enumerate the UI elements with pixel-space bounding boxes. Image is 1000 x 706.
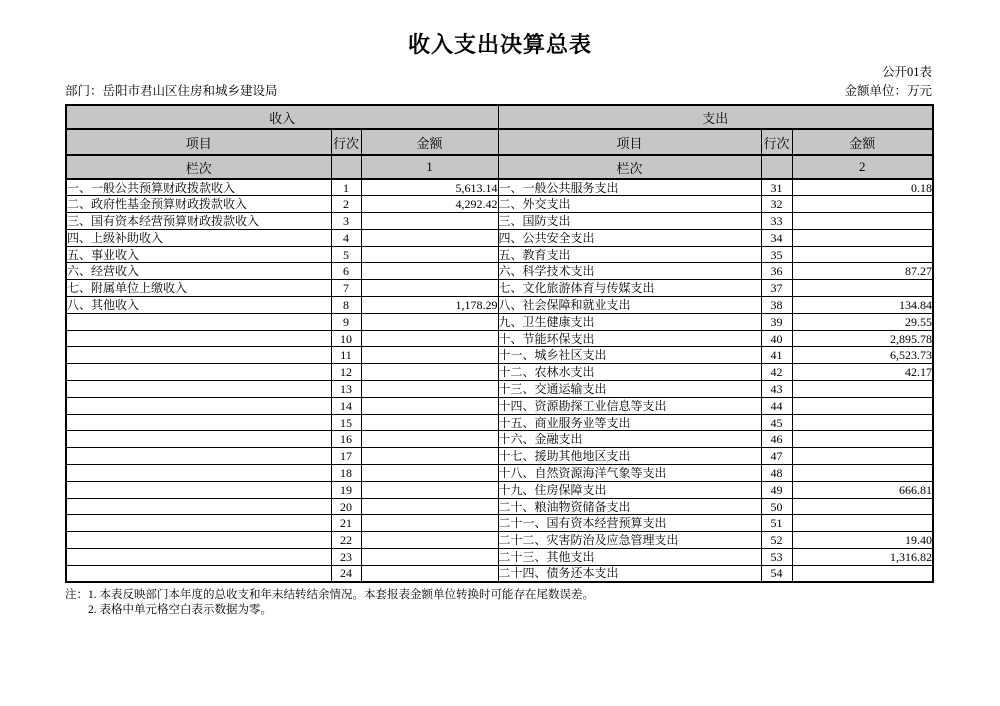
expense-amount-cell: 1,316.82 <box>792 549 933 566</box>
income-line-cell: 12 <box>331 364 361 381</box>
table-row <box>66 313 933 330</box>
income-item-cell <box>66 481 331 498</box>
expense-line-cell: 34 <box>761 229 792 246</box>
expense-line-cell: 44 <box>761 397 792 414</box>
expense-line-cell: 50 <box>761 498 792 515</box>
income-item-cell <box>66 565 331 582</box>
expense-item-cell: 二十二、灾害防治及应急管理支出 <box>498 532 761 549</box>
expense-line-cell: 40 <box>761 330 792 347</box>
expense-item-cell: 六、科学技术支出 <box>498 263 761 280</box>
table-row <box>66 213 933 230</box>
income-amount-cell <box>361 498 498 515</box>
income-line-cell: 18 <box>331 465 361 482</box>
table-code-row <box>65 65 932 80</box>
expense-item-cell: 一、一般公共服务支出 <box>498 179 761 196</box>
expense-amount-cell: 29.55 <box>792 313 933 330</box>
table-row <box>66 431 933 448</box>
income-line-cell: 17 <box>331 448 361 465</box>
expense-amount-cell <box>792 465 933 482</box>
expense-amount-cell <box>792 381 933 398</box>
table-row <box>66 498 933 515</box>
income-amount-cell <box>361 549 498 566</box>
income-line-cell: 9 <box>331 313 361 330</box>
income-amount-cell <box>361 414 498 431</box>
table-row <box>66 229 933 246</box>
expense-line-cell: 32 <box>761 196 792 213</box>
income-line-cell: 8 <box>331 297 361 314</box>
table-row <box>66 465 933 482</box>
income-line-cell: 5 <box>331 246 361 263</box>
expense-amount-cell: 87.27 <box>792 263 933 280</box>
expense-amount-cell <box>792 565 933 582</box>
income-amount-cell <box>361 397 498 414</box>
table-row <box>66 565 933 582</box>
table-row <box>66 196 933 213</box>
income-item-cell: 一、一般公共预算财政拨款收入 <box>66 179 331 196</box>
income-item-cell: 三、国有资本经营预算财政拨款收入 <box>66 213 331 230</box>
expense-item-cell: 七、文化旅游体育与传媒支出 <box>498 280 761 297</box>
expense-amount-cell <box>792 213 933 230</box>
table-row <box>66 179 933 196</box>
income-amount-cell <box>361 229 498 246</box>
expense-item-cell: 二、外交支出 <box>498 196 761 213</box>
column-index-row <box>66 155 933 179</box>
income-item-cell <box>66 381 331 398</box>
expense-item-cell: 十六、金融支出 <box>498 431 761 448</box>
income-item-cell: 八、其他收入 <box>66 297 331 314</box>
expense-item-cell: 四、公共安全支出 <box>498 229 761 246</box>
expense-line-cell: 46 <box>761 431 792 448</box>
expense-column-index: 2 <box>792 155 933 179</box>
expense-line-cell: 36 <box>761 263 792 280</box>
income-line-cell: 15 <box>331 414 361 431</box>
note-line-2: 2. 表格中单元格空白表示数据为零。 <box>88 604 272 617</box>
income-item-cell <box>66 465 331 482</box>
expense-item-cell: 二十一、国有资本经营预算支出 <box>498 515 761 532</box>
income-item-cell <box>66 448 331 465</box>
income-line-cell: 4 <box>331 229 361 246</box>
table-head <box>66 105 933 179</box>
income-item-cell <box>66 347 331 364</box>
expense-line-cell: 35 <box>761 246 792 263</box>
expense-item-cell: 五、教育支出 <box>498 246 761 263</box>
expense-line-cell: 51 <box>761 515 792 532</box>
income-amount-cell <box>361 280 498 297</box>
income-amount-cell <box>361 565 498 582</box>
unit-label: 金额单位：万元 <box>844 84 932 98</box>
income-line-cell: 21 <box>331 515 361 532</box>
table-row <box>66 397 933 414</box>
income-item-cell: 六、经营收入 <box>66 263 331 280</box>
income-item-cell: 二、政府性基金预算财政拨款收入 <box>66 196 331 213</box>
table-row <box>66 347 933 364</box>
expense-line-cell: 54 <box>761 565 792 582</box>
table-row <box>66 381 933 398</box>
income-line-cell: 11 <box>331 347 361 364</box>
income-item-header: 项目 <box>66 129 331 155</box>
expense-line-cell: 45 <box>761 414 792 431</box>
income-line-cell: 3 <box>331 213 361 230</box>
expense-amount-cell <box>792 448 933 465</box>
meta-row <box>65 84 932 99</box>
table-row <box>66 481 933 498</box>
expense-line-cell: 41 <box>761 347 792 364</box>
expense-amount-cell <box>792 246 933 263</box>
expense-line-cell: 53 <box>761 549 792 566</box>
expense-amount-cell: 42.17 <box>792 364 933 381</box>
page-title: 收入支出决算总表 <box>407 32 592 57</box>
table-row <box>66 532 933 549</box>
income-line-cell: 23 <box>331 549 361 566</box>
expense-item-cell: 十、节能环保支出 <box>498 330 761 347</box>
expense-amount-cell <box>792 196 933 213</box>
table-row <box>66 448 933 465</box>
expense-line-cell: 52 <box>761 532 792 549</box>
expense-item-cell: 十二、农林水支出 <box>498 364 761 381</box>
expense-amount-cell: 2,895.78 <box>792 330 933 347</box>
expense-item-cell: 九、卫生健康支出 <box>498 313 761 330</box>
income-amount-cell <box>361 465 498 482</box>
income-amount-cell <box>361 381 498 398</box>
income-column-index: 1 <box>361 155 498 179</box>
expense-line-cell: 31 <box>761 179 792 196</box>
income-amount-cell <box>361 313 498 330</box>
income-amount-cell <box>361 213 498 230</box>
table-row <box>66 515 933 532</box>
table-row <box>66 246 933 263</box>
income-item-cell <box>66 364 331 381</box>
income-item-cell <box>66 330 331 347</box>
expense-line-cell: 47 <box>761 448 792 465</box>
income-line-cell: 14 <box>331 397 361 414</box>
income-item-cell <box>66 313 331 330</box>
expense-item-cell: 二十三、其他支出 <box>498 549 761 566</box>
income-item-cell: 四、上级补助收入 <box>66 229 331 246</box>
income-item-cell <box>66 397 331 414</box>
expense-amount-cell <box>792 229 933 246</box>
income-index-label: 栏次 <box>66 155 331 179</box>
expense-item-cell: 二十、粮油物资储备支出 <box>498 498 761 515</box>
income-item-cell <box>66 498 331 515</box>
expense-amount-cell: 6,523.73 <box>792 347 933 364</box>
income-line-cell: 13 <box>331 381 361 398</box>
expense-line-cell: 43 <box>761 381 792 398</box>
income-amount-cell: 4,292.42 <box>361 196 498 213</box>
department-label: 部门：岳阳市君山区住房和城乡建设局 <box>65 84 278 98</box>
income-amount-header: 金额 <box>361 129 498 155</box>
income-item-cell <box>66 414 331 431</box>
income-amount-cell <box>361 481 498 498</box>
expense-amount-cell <box>792 397 933 414</box>
expense-line-cell: 37 <box>761 280 792 297</box>
income-amount-cell: 1,178.29 <box>361 297 498 314</box>
expense-line-cell: 49 <box>761 481 792 498</box>
income-amount-cell <box>361 431 498 448</box>
income-item-cell: 七、附属单位上缴收入 <box>66 280 331 297</box>
expense-amount-cell: 666.81 <box>792 481 933 498</box>
income-line-cell: 16 <box>331 431 361 448</box>
expense-line-cell: 33 <box>761 213 792 230</box>
expense-item-cell: 十八、自然资源海洋气象等支出 <box>498 465 761 482</box>
income-line-cell: 7 <box>331 280 361 297</box>
table-row <box>66 330 933 347</box>
income-line-cell: 20 <box>331 498 361 515</box>
expense-index-label: 栏次 <box>498 155 761 179</box>
expense-line-header: 行次 <box>761 129 792 155</box>
income-line-cell: 6 <box>331 263 361 280</box>
income-index-blank-cell <box>331 155 361 179</box>
expense-amount-cell <box>792 498 933 515</box>
income-amount-cell <box>361 364 498 381</box>
income-section-header: 收入 <box>66 105 498 129</box>
note-line-1: 注：1. 本表反映部门本年度的总收支和年末结转结余情况。本套报表金额单位转换时可能存在尾数误差。 <box>65 589 594 602</box>
expense-line-cell: 42 <box>761 364 792 381</box>
expense-item-cell: 十一、城乡社区支出 <box>498 347 761 364</box>
expense-line-cell: 39 <box>761 313 792 330</box>
income-item-cell <box>66 431 331 448</box>
expense-amount-cell: 0.18 <box>792 179 933 196</box>
table-row <box>66 549 933 566</box>
expense-item-cell: 二十四、债务还本支出 <box>498 565 761 582</box>
expense-line-cell: 38 <box>761 297 792 314</box>
income-line-cell: 24 <box>331 565 361 582</box>
income-line-cell: 10 <box>331 330 361 347</box>
section-header-row <box>66 105 933 129</box>
table-row <box>66 414 933 431</box>
income-amount-cell <box>361 448 498 465</box>
expense-amount-header: 金额 <box>792 129 933 155</box>
income-item-cell <box>66 532 331 549</box>
summary-table <box>65 104 934 583</box>
column-header-row <box>66 129 933 155</box>
expense-amount-cell <box>792 414 933 431</box>
income-amount-cell <box>361 515 498 532</box>
table-row <box>66 364 933 381</box>
expense-item-cell: 十五、商业服务业等支出 <box>498 414 761 431</box>
income-amount-cell <box>361 263 498 280</box>
expense-item-cell: 十四、资源勘探工业信息等支出 <box>498 397 761 414</box>
expense-item-cell: 三、国防支出 <box>498 213 761 230</box>
income-line-header: 行次 <box>331 129 361 155</box>
expense-amount-cell <box>792 431 933 448</box>
notes <box>65 588 1000 618</box>
income-amount-cell <box>361 246 498 263</box>
income-amount-cell <box>361 330 498 347</box>
income-line-cell: 1 <box>331 179 361 196</box>
income-amount-cell <box>361 532 498 549</box>
expense-item-cell: 十九、住房保障支出 <box>498 481 761 498</box>
expense-item-cell: 八、社会保障和就业支出 <box>498 297 761 314</box>
income-line-cell: 2 <box>331 196 361 213</box>
table-row <box>66 297 933 314</box>
income-line-cell: 19 <box>331 481 361 498</box>
table-row <box>66 280 933 297</box>
expense-section-header: 支出 <box>498 105 933 129</box>
expense-amount-cell: 19.40 <box>792 532 933 549</box>
expense-amount-cell <box>792 280 933 297</box>
expense-item-cell: 十七、援助其他地区支出 <box>498 448 761 465</box>
expense-item-cell: 十三、交通运输支出 <box>498 381 761 398</box>
income-item-cell <box>66 549 331 566</box>
income-item-cell: 五、事业收入 <box>66 246 331 263</box>
expense-index-blank-cell <box>761 155 792 179</box>
table-row <box>66 263 933 280</box>
expense-amount-cell <box>792 515 933 532</box>
table-body <box>66 179 933 582</box>
table-code: 公开01表 <box>881 65 932 79</box>
income-item-cell <box>66 515 331 532</box>
expense-line-cell: 48 <box>761 465 792 482</box>
expense-item-header: 项目 <box>498 129 761 155</box>
income-amount-cell <box>361 347 498 364</box>
expense-amount-cell: 134.84 <box>792 297 933 314</box>
income-amount-cell: 5,613.14 <box>361 179 498 196</box>
income-line-cell: 22 <box>331 532 361 549</box>
